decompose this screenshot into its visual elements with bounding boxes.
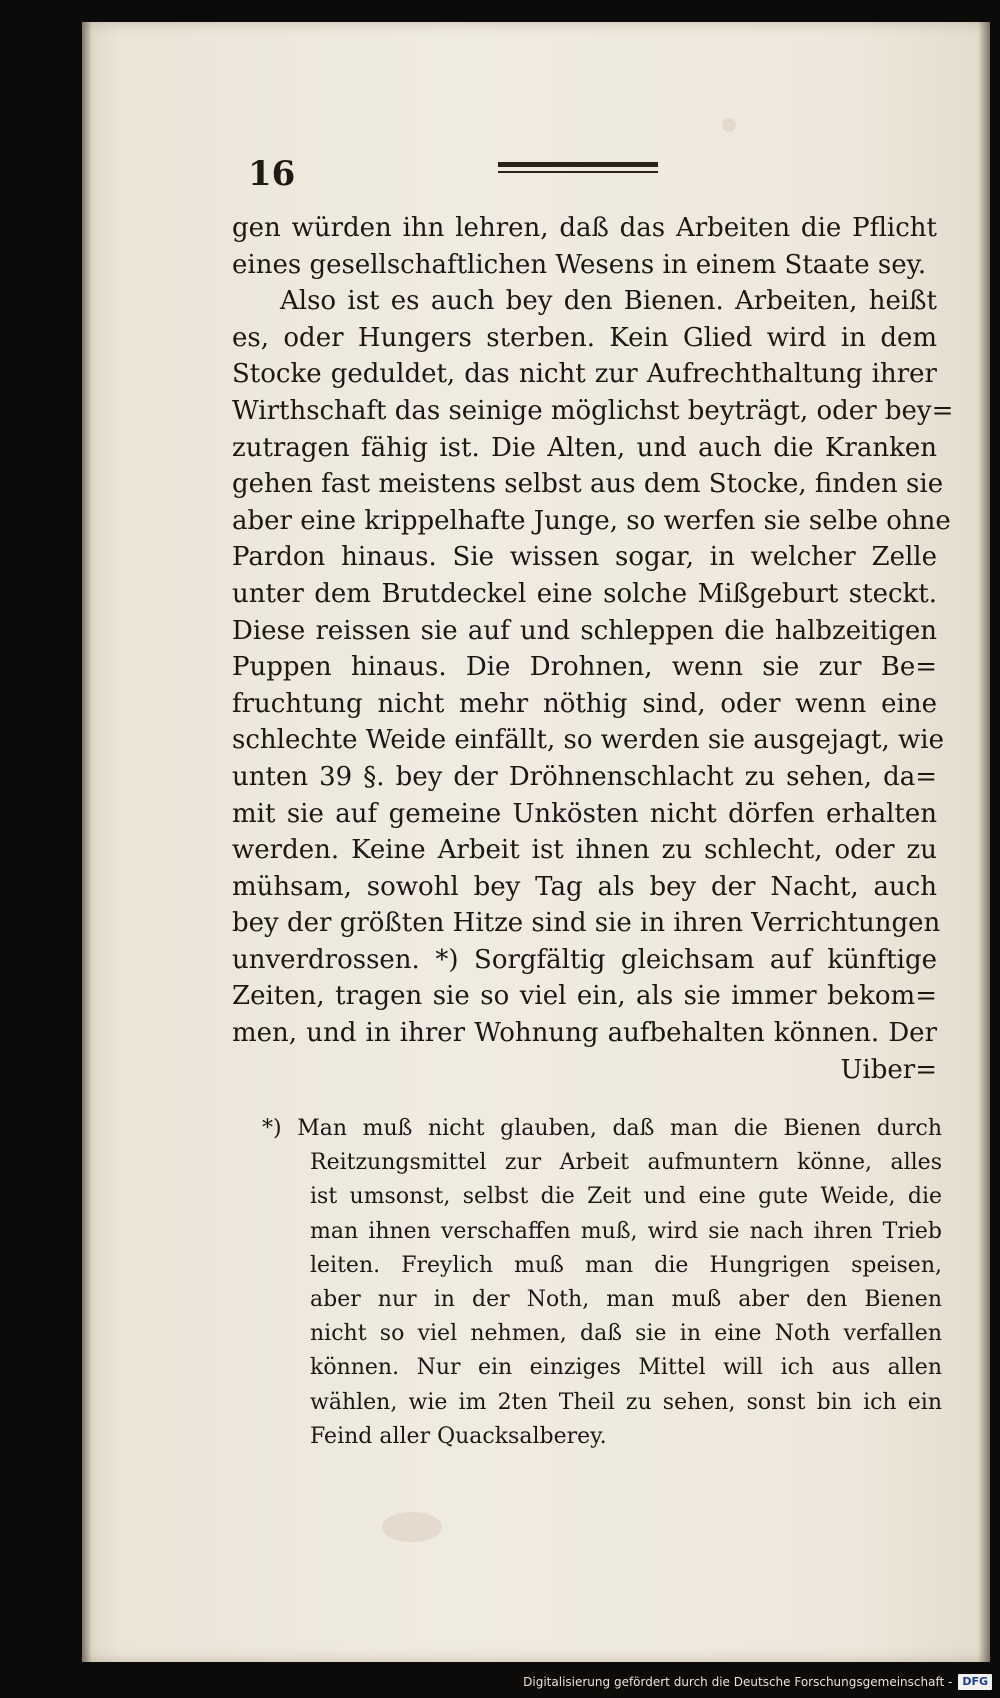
page-header (168, 148, 848, 198)
text-line: zutragen fähig ist. Die Alten, und auch die Kranken (232, 432, 937, 463)
catchword: Uiber= (840, 1054, 937, 1085)
footnote-block (262, 1112, 942, 1454)
footnote-line: aber nur in der Noth, man muß aber den Bienen (310, 1287, 942, 1313)
footnote-line: wählen, wie im 2ten Theil zu sehen, sonst bin ich ein (310, 1389, 942, 1415)
text-line: unten 39 §. bey der Dröhnenschlacht zu sehen, da= (232, 761, 937, 792)
text-line: Diese reissen sie auf und schleppen die halbzeitigen (232, 615, 937, 646)
text-line: gehen fast meistens selbst aus dem Stocke, finden sie (232, 469, 944, 500)
text-line: gen würden ihn lehren, daß das Arbeiten die Pflicht (232, 213, 937, 243)
credit-text: Digitalisierung gefördert durch die Deutsche Forschungsgemeinschaft - (523, 1675, 953, 1689)
header-ornament-rule (498, 162, 658, 176)
footnote-line: können. Nur ein einziges Mittel will ich aus allen (310, 1355, 942, 1381)
text-line: fruchtung nicht mehr nöthig sind, oder wenn eine (232, 688, 937, 719)
text-line: bey der größten Hitze sind sie in ihren Verrichtungen (232, 908, 941, 939)
page-number: 16 (248, 154, 296, 194)
footnote-line: ist umsonst, selbst die Zeit und eine gute Weide, die (310, 1184, 942, 1210)
text-line: werden. Keine Arbeit ist ihnen zu schlecht, oder zu (232, 835, 937, 866)
text-line: men, und in ihrer Wohnung aufbehalten können. Der (232, 1018, 937, 1049)
ornament-thick-rule (498, 162, 658, 167)
main-text-block (232, 210, 954, 1088)
text-line: Wirthschaft das seinige möglichst beyträgt, oder bey= (232, 395, 954, 426)
text-line: Also ist es auch bey den Bienen. Arbeiten, heißt (280, 286, 937, 317)
text-line: es, oder Hungers sterben. Kein Glied wird in dem (232, 322, 937, 353)
text-line: eines gesellschaftlichen Wesens in einem Staate sey. (232, 249, 927, 280)
text-line: mit sie auf gemeine Unkösten nicht dörfen erhalten (232, 798, 937, 829)
spine-shadow (82, 22, 92, 1662)
text-line: unverdrossen. *) Sorgfältig gleichsam auf künftige (232, 944, 937, 975)
paper-stain (382, 1512, 442, 1542)
dfg-logo-icon: DFG (958, 1674, 992, 1690)
ornament-thin-rule (498, 171, 658, 173)
text-line: unter dem Brutdeckel eine solche Mißgeburt steckt. (232, 578, 937, 609)
text-line: schlechte Weide einfällt, so werden sie ausgejagt, wie (232, 725, 944, 756)
text-line: Pardon hinaus. Sie wissen sogar, in welcher Zelle (232, 542, 937, 573)
digitization-credit (523, 1672, 992, 1692)
text-line: Puppen hinaus. Die Drohnen, wenn sie zur Be= (232, 652, 937, 683)
footnote-line: man ihnen verschaffen muß, wird sie nach ihren Trieb (310, 1218, 942, 1244)
paper-stain (722, 118, 736, 132)
footnote-line: nicht so viel nehmen, daß sie in eine Noth verfallen (310, 1321, 942, 1347)
footnote-line: *) Man muß nicht glauben, daß man die Bienen durch (262, 1116, 942, 1141)
page-edge (978, 22, 990, 1662)
text-line: Zeiten, tragen sie so viel ein, als sie immer bekom= (232, 981, 937, 1012)
footnote-line: leiten. Freylich muß man die Hungrigen speisen, (310, 1252, 942, 1278)
text-line: mühsam, sowohl bey Tag als bey der Nacht, auch (232, 871, 937, 902)
text-line: aber eine krippelhafte Junge, so werfen sie selbe ohne (232, 505, 951, 536)
footnote-line: Feind aller Quacksalberey. (310, 1423, 607, 1449)
footnote-line: Reitzungsmittel zur Arbeit aufmuntern könne, alles (310, 1150, 942, 1176)
text-line: Stocke geduldet, das nicht zur Aufrechthaltung ihrer (232, 359, 937, 390)
